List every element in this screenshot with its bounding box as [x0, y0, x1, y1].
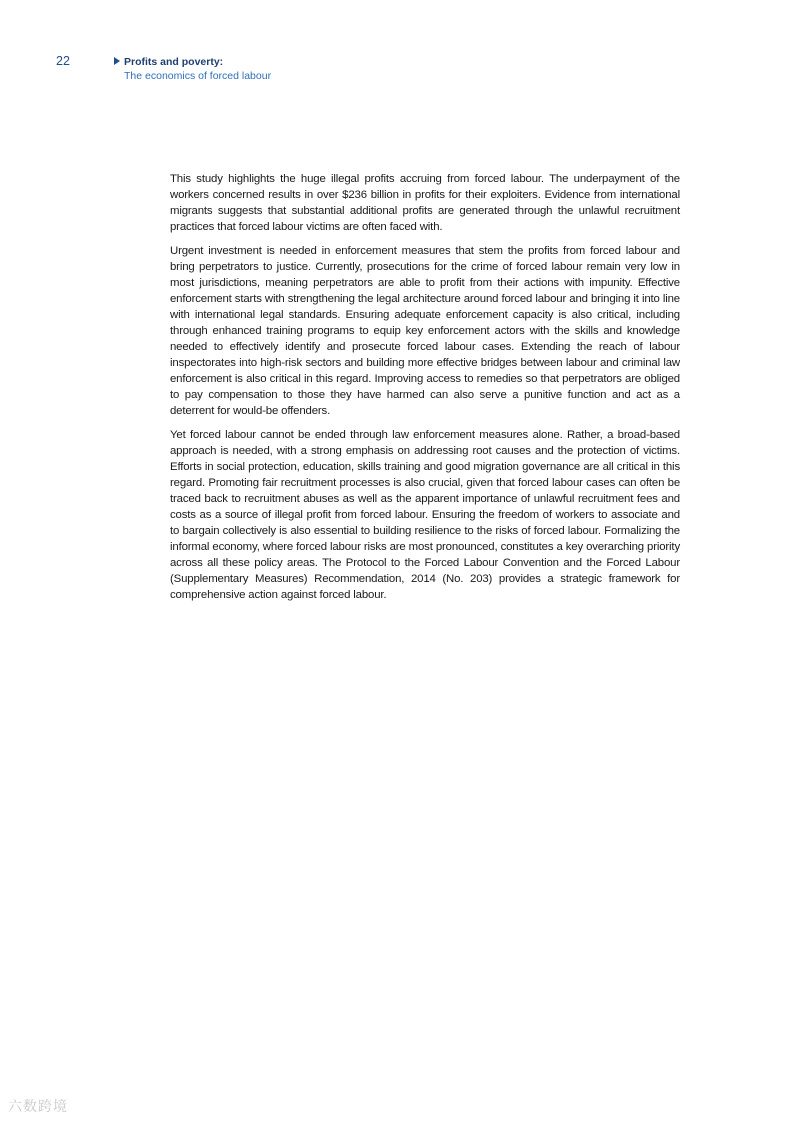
body-text — [170, 172, 680, 612]
triangle-right-icon — [114, 57, 120, 65]
paragraph: This study highlights the huge illegal profits accruing from forced labour. The underpayment of the workers concerned results in over $236 billion in profits for their exploiters. Evidence from international migrants suggests that substantial additional profits are generated through the unlawful recruitment practices that forced labour victims are often faced with. — [170, 173, 680, 233]
page-number: 22 — [56, 54, 70, 68]
header-title: Profits and poverty: — [124, 56, 224, 68]
header-subtitle: The economics of forced labour — [124, 70, 272, 82]
watermark: 六数跨境 — [8, 1099, 68, 1115]
paragraph: Yet forced labour cannot be ended through law enforcement measures alone. Rather, a broad-based approach is needed, with a strong emphasis on addressing root causes and the protection of victims. Efforts in social protection, education, skills training and good migration governance are all critical in this regard. Promoting fair recruitment processes is also crucial, given that forced labour cases can often be traced back to recruitment abuses as well as the apparent importance of unlawful recruitment fees and costs as a source of illegal profit from forced labour. Ensuring the freedom of workers to associate and to bargain collectively is also essential to building resilience to the risks of forced labour. Formalizing the informal economy, where forced labour risks are most pronounced, constitutes a key overarching priority across all these policy areas. The Protocol to the Forced Labour Convention and the Forced Labour (Supplementary Measures) Recommendation, 2014 (No. 203) provides a strategic framework for comprehensive action against forced labour. — [170, 429, 680, 601]
paragraph: Urgent investment is needed in enforcement measures that stem the profits from forced labour and bring perpetrators to justice. Currently, prosecutions for the crime of forced labour remain very low in most jurisdictions, meaning perpetrators are able to profit from their actions with impunity. Effective enforcement starts with strengthening the legal architecture around forced labour and bringing it into line with international legal standards. Ensuring adequate enforcement capacity is also critical, including through enhanced training programs to equip key enforcement actors with the skills and knowledge needed to effectively identify and prosecute forced labour cases. Extending the reach of labour inspectorates into high-risk sectors and building more effective bridges between labour and criminal law enforcement is also critical in this regard. Improving access to remedies so that perpetrators are obliged to pay compensation to those they have harmed can also serve a punitive function and act as a deterrent for would-be offenders. — [170, 245, 680, 417]
running-header — [114, 55, 271, 83]
